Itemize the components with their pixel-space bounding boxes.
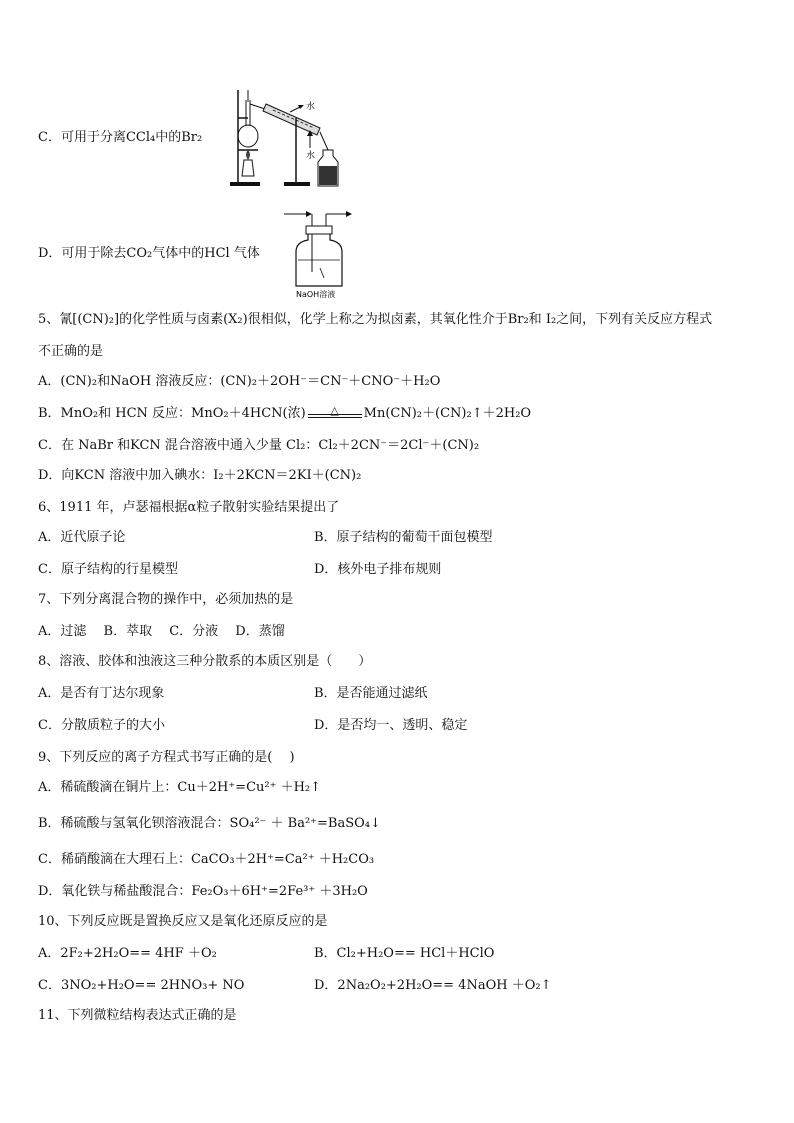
q10-option-b: B．Cl₂+H₂O== HCl＋HClO	[314, 946, 495, 961]
gas-washing-bottle-figure	[282, 208, 356, 300]
reaction-condition	[306, 404, 364, 424]
water-in-label: 水	[306, 151, 316, 161]
q5-option-a: A．(CN)₂和NaOH 溶液反应：(CN)₂＋2OH⁻＝CN⁻＋CNO⁻＋H₂O	[38, 374, 441, 389]
q9-option-b: B．稀硫酸与氢氧化钡溶液混合：SO₄²⁻ ＋ Ba²⁺=BaSO₄↓	[38, 816, 381, 831]
q5-stem-line1: 5、氰[(CN)₂]的化学性质与卤素(X₂)很相似，化学上称之为拟卤素，其氧化性介于Br₂和 I₂之间，下列有关反应方程式	[38, 312, 713, 327]
q5-option-d: D．向KCN 溶液中加入碘水：I₂＋2KCN＝2KI＋(CN)₂	[38, 468, 362, 483]
q8-option-a: A．是否有丁达尔现象	[38, 686, 165, 701]
q7-stem: 7、下列分离混合物的操作中，必须加热的是	[38, 592, 294, 607]
q5-stem-line2: 不正确的是	[38, 344, 104, 359]
q5-option-b-left: B．MnO₂和 HCN 反应：MnO₂＋4HCN(浓)	[38, 406, 306, 421]
q9-option-d: D．氧化铁与稀盐酸混合：Fe₂O₃＋6H⁺=2Fe³⁺ ＋3H₂O	[38, 884, 368, 899]
q6-option-b: B．原子结构的葡萄干面包模型	[314, 530, 493, 545]
q5-option-b-right: Mn(CN)₂＋(CN)₂↑＋2H₂O	[363, 406, 532, 421]
q8-option-d: D．是否均一、透明、稳定	[314, 718, 468, 733]
q7-options: A．过滤 B．萃取 C．分液 D．蒸馏	[38, 624, 285, 639]
q9-option-a: A．稀硫酸滴在铜片上：Cu＋2H⁺=Cu²⁺ ＋H₂↑	[38, 780, 322, 795]
q8-option-b: B．是否能通过滤纸	[314, 686, 428, 701]
water-out-label: 水	[306, 102, 316, 112]
q10-option-d: D．2Na₂O₂+2H₂O== 4NaOH ＋O₂↑	[314, 978, 552, 993]
q5-option-b	[38, 404, 531, 424]
q6-option-a: A．近代原子论	[38, 530, 126, 545]
q9-stem: 9、下列反应的离子方程式书写正确的是( )	[38, 750, 295, 765]
q4-option-c: C．可用于分离CCl₄中的Br₂	[38, 130, 203, 145]
q6-stem: 6、1911 年，卢瑟福根据α粒子散射实验结果提出了	[38, 500, 340, 515]
q5-option-c: C．在 NaBr 和KCN 混合溶液中通入少量 Cl₂：Cl₂＋2CN⁻＝2Cl⁻＋(CN)₂	[38, 438, 480, 453]
q4-option-d: D．可用于除去CO₂气体中的HCl 气体	[38, 246, 260, 261]
heat-symbol: △	[330, 404, 339, 417]
distillation-apparatus-figure	[228, 88, 346, 192]
naoh-solution-label: NaOH溶液	[296, 290, 336, 299]
q8-option-c: C．分散质粒子的大小	[38, 718, 165, 733]
q9-option-c: C．稀硝酸滴在大理石上：CaCO₃＋2H⁺=Ca²⁺ ＋H₂CO₃	[38, 852, 375, 867]
q6-option-d: D．核外电子排布规则	[314, 562, 442, 577]
q10-option-c: C．3NO₂+H₂O== 2HNO₃+ NO	[38, 978, 245, 993]
q6-option-c: C．原子结构的行星模型	[38, 562, 178, 577]
q11-stem: 11、下列微粒结构表达式正确的是	[38, 1008, 237, 1023]
q8-stem: 8、溶液、胶体和浊液这三种分散系的本质区别是（ ）	[38, 654, 372, 669]
q10-stem: 10、下列反应既是置换反应又是氧化还原反应的是	[38, 914, 328, 929]
q10-option-a: A．2F₂+2H₂O== 4HF ＋O₂	[38, 946, 217, 961]
